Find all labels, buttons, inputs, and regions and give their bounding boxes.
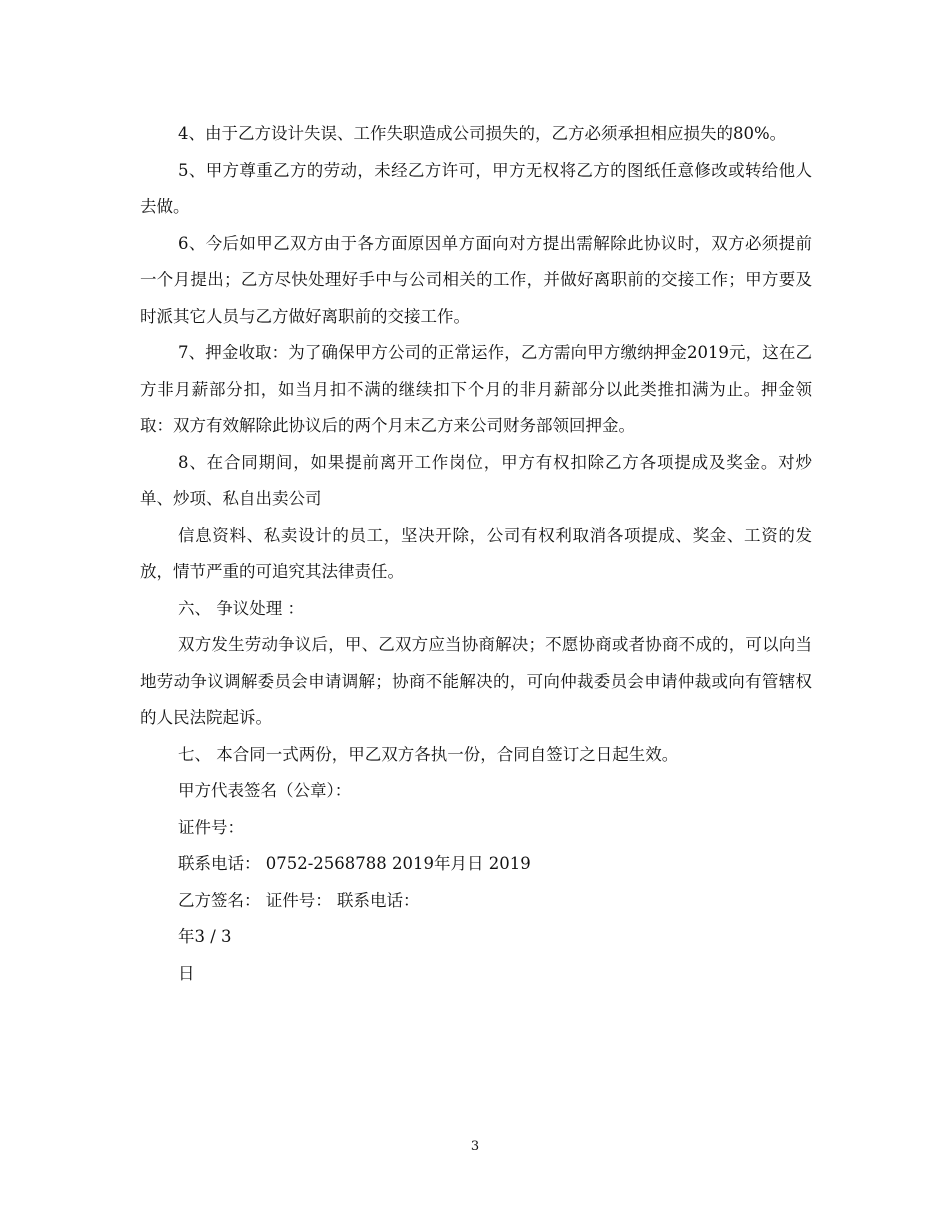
party-a-signature-label: 甲方代表签名（公章）：: [178, 781, 352, 800]
contact-phone-line: 联系电话： 0752-2568788 2019年月日 2019: [178, 854, 531, 873]
party-b-signature-line: 乙方签名： 证件号： 联系电话：: [178, 890, 420, 910]
clause-4: 4、由于乙方设计失误、工作失职造成公司损失的，乙方必须承担相应损失的80%。: [178, 124, 787, 143]
clause-8-continued: 信息资料、私卖设计的员工，坚决开除，公司有权利取消各项提成、奖金、工资的发放，情节严重的可追究其法律责任。: [140, 525, 812, 581]
dispute-resolution-text: 双方发生劳动争议后，甲、乙双方应当协商解决；不愿协商或者协商不成的，可以向当地劳动争议调解委员会申请调解；协商不能解决的，可向仲裁委员会申请仲裁或向有管辖权的人民法院起诉。: [140, 635, 812, 727]
page-number: 3: [470, 1139, 480, 1154]
day-line: 日: [178, 963, 195, 983]
clause-7: 7、押金收取：为了确保甲方公司的正常运作，乙方需向甲方缴纳押金2019元，这在乙方非月薪部分扣，如当月扣不满的继续扣下个月的非月薪部分以此类推扣满为止。押金领取：双方有效解除此协议后的两个月末乙方来公司财务部领回押金。: [140, 343, 812, 435]
section-six-heading: 六、 争议处理 ：: [178, 598, 304, 618]
clause-8: 8、在合同期间，如果提前离开工作岗位，甲方有权扣除乙方各项提成及奖金。对炒单、炒项、私自出卖公司: [140, 452, 812, 508]
clause-5: 5、甲方尊重乙方的劳动，未经乙方许可，甲方无权将乙方的图纸任意修改或转给他人去做。: [140, 160, 812, 216]
year-page-line: 年3 / 3: [178, 927, 232, 946]
clause-6: 6、今后如甲乙双方由于各方面原因单方面向对方提出需解除此协议时，双方必须提前一个月提出；乙方尽快处理好手中与公司相关的工作，并做好离职前的交接工作；甲方要及时派其它人员与乙方做好离职前的交接工作。: [140, 233, 812, 326]
document-body: [140, 116, 812, 992]
id-number-label: 证件号：: [178, 817, 244, 837]
section-seven: 七、 本合同一式两份，甲乙双方各执一份，合同自签订之日起生效。: [178, 744, 679, 764]
